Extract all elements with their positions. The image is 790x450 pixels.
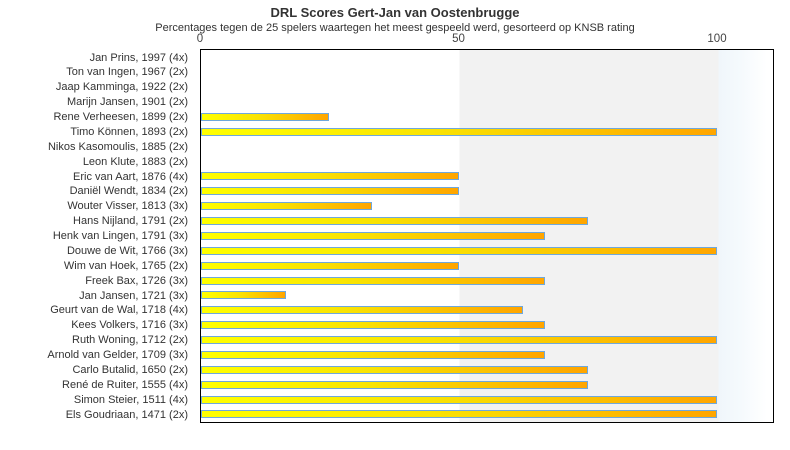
score-bar <box>201 232 545 240</box>
score-bar <box>201 247 717 255</box>
bar-row <box>201 95 773 110</box>
bar-row <box>201 110 773 125</box>
bar-row <box>201 288 773 303</box>
bar-row <box>201 199 773 214</box>
player-label: Els Goudriaan, 1471 (2x) <box>65 408 188 421</box>
bar-row <box>201 362 773 377</box>
score-bar <box>201 291 286 299</box>
plot-area <box>200 49 774 423</box>
bar-row <box>201 124 773 139</box>
player-label: Rene Verheesen, 1899 (2x) <box>53 111 188 123</box>
score-bar <box>201 396 717 404</box>
score-bar <box>201 217 588 225</box>
bar-row <box>201 273 773 288</box>
player-label: Wim van Hoek, 1765 (2x) <box>63 259 188 272</box>
score-bar <box>201 306 523 314</box>
bar-row <box>201 392 773 407</box>
bar-row <box>201 154 773 169</box>
score-bar <box>201 381 588 389</box>
bar-row <box>201 348 773 363</box>
player-label: Freek Bax, 1726 (3x) <box>85 274 188 287</box>
bar-row <box>201 139 773 154</box>
chart-title: DRL Scores Gert-Jan van Oostenbrugge <box>270 5 520 20</box>
player-label: Marijn Jansen, 1901 (2x) <box>66 96 188 109</box>
x-axis-tick-label: 100 <box>707 33 727 45</box>
player-label: Eric van Aart, 1876 (4x) <box>73 170 188 183</box>
score-bar <box>201 172 459 180</box>
player-label: Kees Volkers, 1716 (3x) <box>71 319 188 332</box>
player-label: Daniël Wendt, 1834 (2x) <box>69 185 188 198</box>
score-bar <box>201 321 545 329</box>
bar-row <box>201 318 773 333</box>
x-axis-tick-label: 50 <box>452 33 465 45</box>
score-bar <box>201 187 459 195</box>
bar-row <box>201 169 773 184</box>
player-label: Jan Jansen, 1721 (3x) <box>79 289 188 302</box>
player-label: Timo Können, 1893 (2x) <box>70 125 188 138</box>
player-label: Geurt van de Wal, 1718 (4x) <box>50 304 188 317</box>
score-bar <box>201 366 588 374</box>
player-label: Leon Klute, 1883 (2x) <box>82 155 188 168</box>
score-bar <box>201 262 459 270</box>
bar-row <box>201 333 773 348</box>
score-bar <box>201 351 545 359</box>
bar-row <box>201 303 773 318</box>
score-bar <box>201 336 717 344</box>
player-label: Simon Steier, 1511 (4x) <box>73 393 188 406</box>
score-bar <box>201 202 372 210</box>
player-label: René de Ruiter, 1555 (4x) <box>62 378 188 391</box>
y-axis-labels <box>0 51 194 423</box>
bar-row <box>201 184 773 199</box>
chart-subtitle: Percentages tegen de 25 spelers waartegen het meest gespeeld werd, gesorteerd op KNSB rating <box>155 22 635 34</box>
player-label: Wouter Visser, 1813 (3x) <box>67 200 188 213</box>
bar-row <box>201 229 773 244</box>
bar-series <box>201 50 773 422</box>
bar-row <box>201 65 773 80</box>
bar-row <box>201 407 773 422</box>
score-bar <box>201 113 329 121</box>
player-label: Hans Nijland, 1791 (2x) <box>73 215 188 228</box>
player-label: Carlo Butalid, 1650 (2x) <box>72 363 188 376</box>
player-label: Jaap Kamminga, 1922 (2x) <box>55 81 188 94</box>
bar-row <box>201 258 773 273</box>
bar-row <box>201 243 773 258</box>
score-bar <box>201 277 545 285</box>
bar-row <box>201 214 773 229</box>
player-label: Ton van Ingen, 1967 (2x) <box>66 66 188 79</box>
bar-row <box>201 377 773 392</box>
bar-row <box>201 80 773 95</box>
score-bar <box>201 128 717 136</box>
player-label: Ruth Woning, 1712 (2x) <box>72 334 188 347</box>
player-label: Jan Prins, 1997 (4x) <box>89 51 188 64</box>
player-label: Douwe de Wit, 1766 (3x) <box>66 244 188 257</box>
player-label: Nikos Kasomoulis, 1885 (2x) <box>47 140 188 153</box>
player-label: Arnold van Gelder, 1709 (3x) <box>47 349 188 361</box>
bar-row <box>201 50 773 65</box>
x-axis-tick-label: 0 <box>196 33 204 45</box>
score-bar <box>201 410 717 418</box>
player-label: Henk van Lingen, 1791 (3x) <box>52 230 188 242</box>
